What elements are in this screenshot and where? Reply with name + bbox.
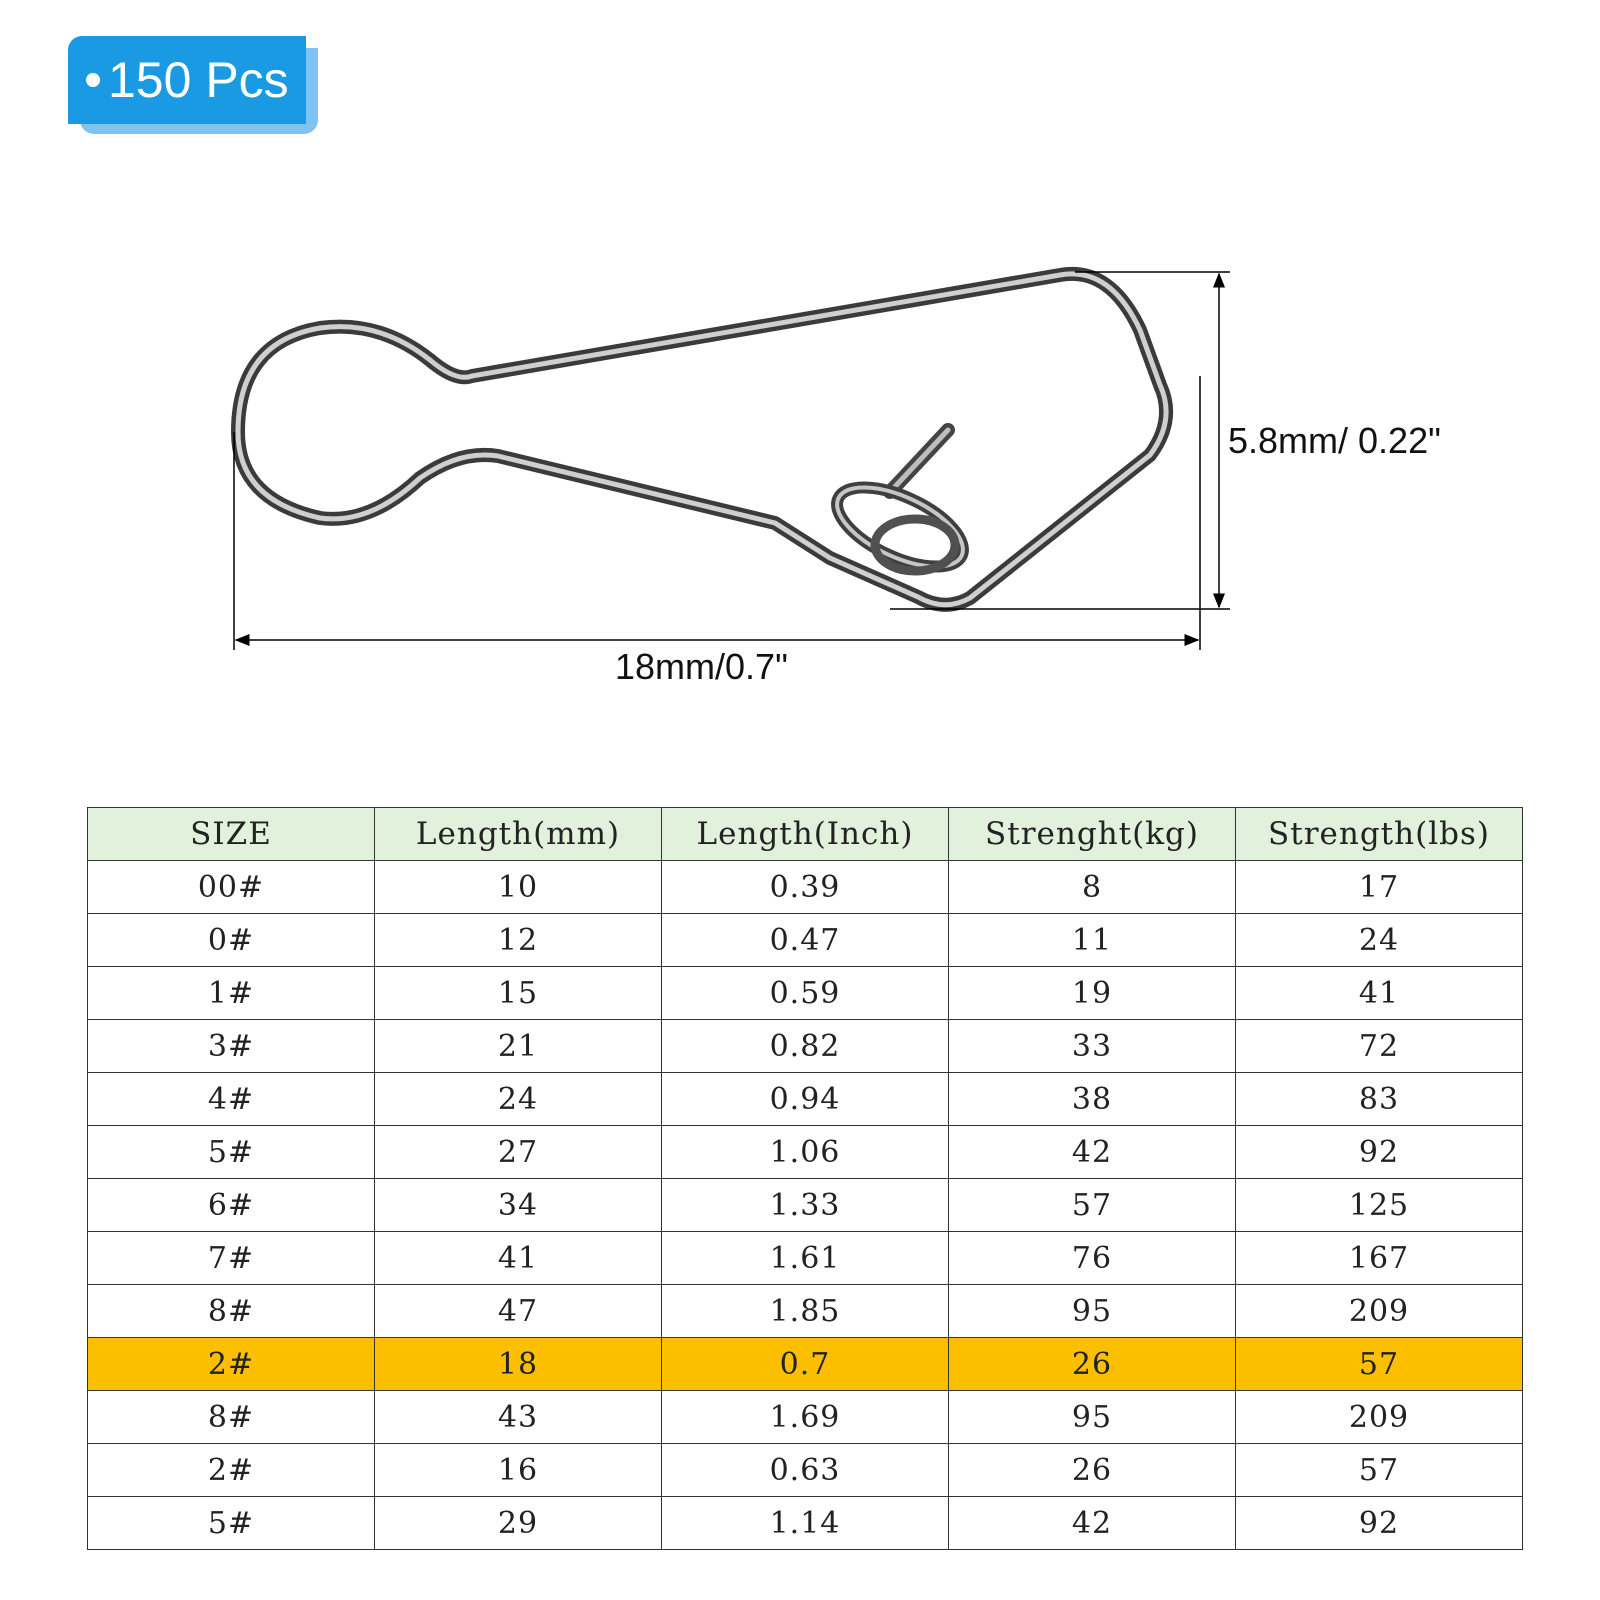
cell-length-mm: 18 xyxy=(375,1338,662,1391)
cell-strength-kg: 95 xyxy=(949,1285,1236,1338)
cell-length-inch: 1.14 xyxy=(662,1497,949,1550)
cell-length-mm: 47 xyxy=(375,1285,662,1338)
cell-length-mm: 24 xyxy=(375,1073,662,1126)
table-row xyxy=(88,1338,1523,1391)
cell-strength-kg: 95 xyxy=(949,1391,1236,1444)
cell-length-inch: 0.63 xyxy=(662,1444,949,1497)
header-size: SIZE xyxy=(88,808,375,861)
table-row xyxy=(88,1285,1523,1338)
cell-size: 1# xyxy=(88,967,375,1020)
cell-strength-kg: 26 xyxy=(949,1444,1236,1497)
table-row xyxy=(88,1391,1523,1444)
cell-strength-kg: 57 xyxy=(949,1179,1236,1232)
cell-size: 2# xyxy=(88,1338,375,1391)
cell-length-mm: 41 xyxy=(375,1232,662,1285)
cell-length-inch: 1.69 xyxy=(662,1391,949,1444)
table-row xyxy=(88,1126,1523,1179)
cell-length-mm: 27 xyxy=(375,1126,662,1179)
badge-text: 150 Pcs xyxy=(108,52,289,108)
cell-strength-kg: 26 xyxy=(949,1338,1236,1391)
cell-strength-lbs: 209 xyxy=(1236,1285,1523,1338)
cell-strength-kg: 42 xyxy=(949,1126,1236,1179)
table-row xyxy=(88,1444,1523,1497)
cell-strength-lbs: 17 xyxy=(1236,861,1523,914)
cell-strength-lbs: 24 xyxy=(1236,914,1523,967)
wire-highlight xyxy=(238,274,1166,605)
header-length-mm: Length(mm) xyxy=(375,808,662,861)
cell-length-inch: 1.85 xyxy=(662,1285,949,1338)
table-row xyxy=(88,914,1523,967)
table-row xyxy=(88,1020,1523,1073)
cell-strength-kg: 19 xyxy=(949,967,1236,1020)
cell-strength-kg: 38 xyxy=(949,1073,1236,1126)
cell-length-mm: 10 xyxy=(375,861,662,914)
cell-length-mm: 21 xyxy=(375,1020,662,1073)
cell-strength-kg: 8 xyxy=(949,861,1236,914)
cell-strength-kg: 76 xyxy=(949,1232,1236,1285)
cell-size: 2# xyxy=(88,1444,375,1497)
cell-size: 6# xyxy=(88,1179,375,1232)
table-row xyxy=(88,1073,1523,1126)
header-strength-kg: Strenght(kg) xyxy=(949,808,1236,861)
table-row xyxy=(88,967,1523,1020)
cell-strength-lbs: 209 xyxy=(1236,1391,1523,1444)
cell-size: 3# xyxy=(88,1020,375,1073)
width-label: 18mm/0.7" xyxy=(615,646,788,687)
cell-strength-lbs: 83 xyxy=(1236,1073,1523,1126)
cell-strength-lbs: 72 xyxy=(1236,1020,1523,1073)
cell-size: 8# xyxy=(88,1391,375,1444)
snap-wire xyxy=(238,274,1166,605)
cell-size: 5# xyxy=(88,1126,375,1179)
cell-length-inch: 0.82 xyxy=(662,1020,949,1073)
cell-strength-lbs: 57 xyxy=(1236,1444,1523,1497)
size-spec-table xyxy=(87,807,1523,1550)
cell-strength-lbs: 41 xyxy=(1236,967,1523,1020)
cell-strength-kg: 11 xyxy=(949,914,1236,967)
cell-strength-lbs: 92 xyxy=(1236,1497,1523,1550)
cell-size: 7# xyxy=(88,1232,375,1285)
header-strength-lbs: Strength(lbs) xyxy=(1236,808,1523,861)
cell-length-inch: 0.47 xyxy=(662,914,949,967)
table-body xyxy=(88,861,1523,1550)
cell-length-mm: 16 xyxy=(375,1444,662,1497)
cell-size: 00# xyxy=(88,861,375,914)
cell-length-inch: 0.94 xyxy=(662,1073,949,1126)
cell-length-mm: 15 xyxy=(375,967,662,1020)
snap-diagram xyxy=(0,0,1600,760)
cell-length-mm: 29 xyxy=(375,1497,662,1550)
cell-size: 5# xyxy=(88,1497,375,1550)
cell-strength-lbs: 167 xyxy=(1236,1232,1523,1285)
cell-length-inch: 0.7 xyxy=(662,1338,949,1391)
cell-size: 4# xyxy=(88,1073,375,1126)
height-label: 5.8mm/ 0.22" xyxy=(1228,420,1441,461)
table-row xyxy=(88,1179,1523,1232)
table-header-row xyxy=(88,808,1523,861)
cell-length-inch: 1.33 xyxy=(662,1179,949,1232)
cell-strength-kg: 33 xyxy=(949,1020,1236,1073)
table-row xyxy=(88,1497,1523,1550)
cell-size: 8# xyxy=(88,1285,375,1338)
header-length-inch: Length(Inch) xyxy=(662,808,949,861)
cell-length-inch: 0.39 xyxy=(662,861,949,914)
cell-length-mm: 43 xyxy=(375,1391,662,1444)
cell-strength-lbs: 125 xyxy=(1236,1179,1523,1232)
cell-strength-lbs: 57 xyxy=(1236,1338,1523,1391)
cell-strength-kg: 42 xyxy=(949,1497,1236,1550)
cell-length-inch: 1.06 xyxy=(662,1126,949,1179)
cell-length-inch: 0.59 xyxy=(662,967,949,1020)
cell-length-inch: 1.61 xyxy=(662,1232,949,1285)
cell-size: 0# xyxy=(88,914,375,967)
cell-length-mm: 34 xyxy=(375,1179,662,1232)
table-row xyxy=(88,1232,1523,1285)
cell-strength-lbs: 92 xyxy=(1236,1126,1523,1179)
table-row xyxy=(88,861,1523,914)
cell-length-mm: 12 xyxy=(375,914,662,967)
